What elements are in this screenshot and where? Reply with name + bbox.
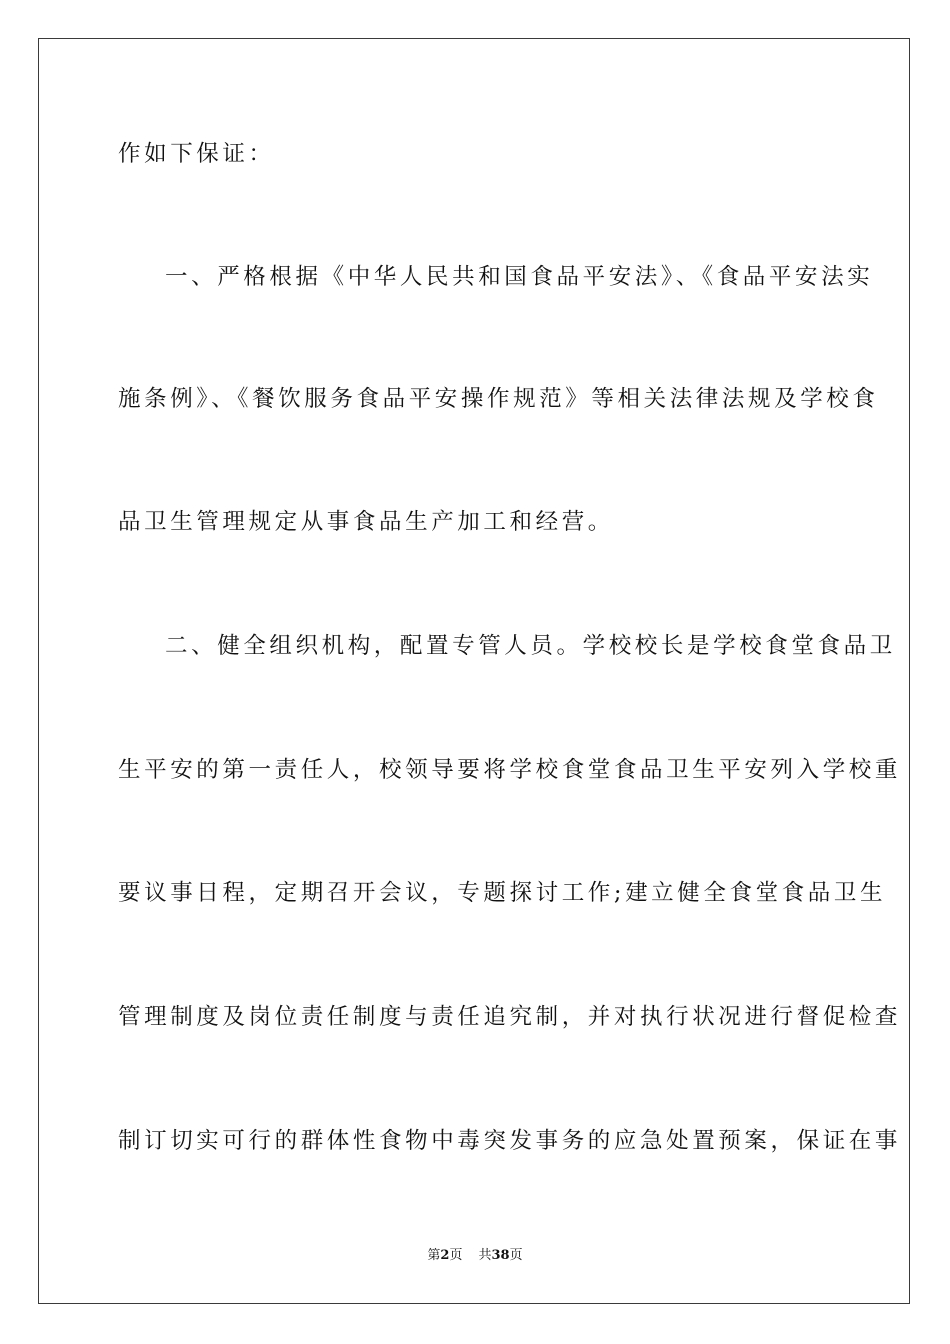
page-footer bbox=[0, 1247, 950, 1265]
body-line-7: 要议事日程，定期召开会议，专题探讨工作;建立健全食堂食品卫生 bbox=[118, 880, 887, 906]
page-border bbox=[38, 38, 910, 1304]
body-line-6: 生平安的第一责任人，校领导要将学校食堂食品卫生平安列入学校重 bbox=[118, 757, 902, 783]
page-prefix: 第 bbox=[427, 1248, 441, 1263]
page-suffix: 页 bbox=[449, 1248, 463, 1263]
total-prefix: 共 bbox=[478, 1248, 492, 1263]
body-line-8: 管理制度及岗位责任制度与责任追究制，并对执行状况进行督促检查 bbox=[118, 1004, 902, 1030]
body-line-4: 品卫生管理规定从事食品生产加工和经营。 bbox=[118, 509, 614, 535]
body-line-1: 作如下保证： bbox=[118, 141, 275, 167]
body-line-3: 施条例》、《餐饮服务食品平安操作规范》等相关法律法规及学校食 bbox=[118, 386, 879, 412]
page-number: 2 bbox=[440, 1248, 450, 1263]
body-line-5: 二、健全组织机构，配置专管人员。学校校长是学校食堂食品卫 bbox=[165, 633, 896, 659]
body-line-2: 一、严格根据《中华人民共和国食品平安法》、《食品平安法实 bbox=[165, 264, 874, 290]
body-line-9: 制订切实可行的群体性食物中毒突发事务的应急处置预案，保证在事 bbox=[118, 1128, 902, 1154]
total-suffix: 页 bbox=[509, 1248, 523, 1263]
total-pages: 38 bbox=[491, 1248, 510, 1263]
